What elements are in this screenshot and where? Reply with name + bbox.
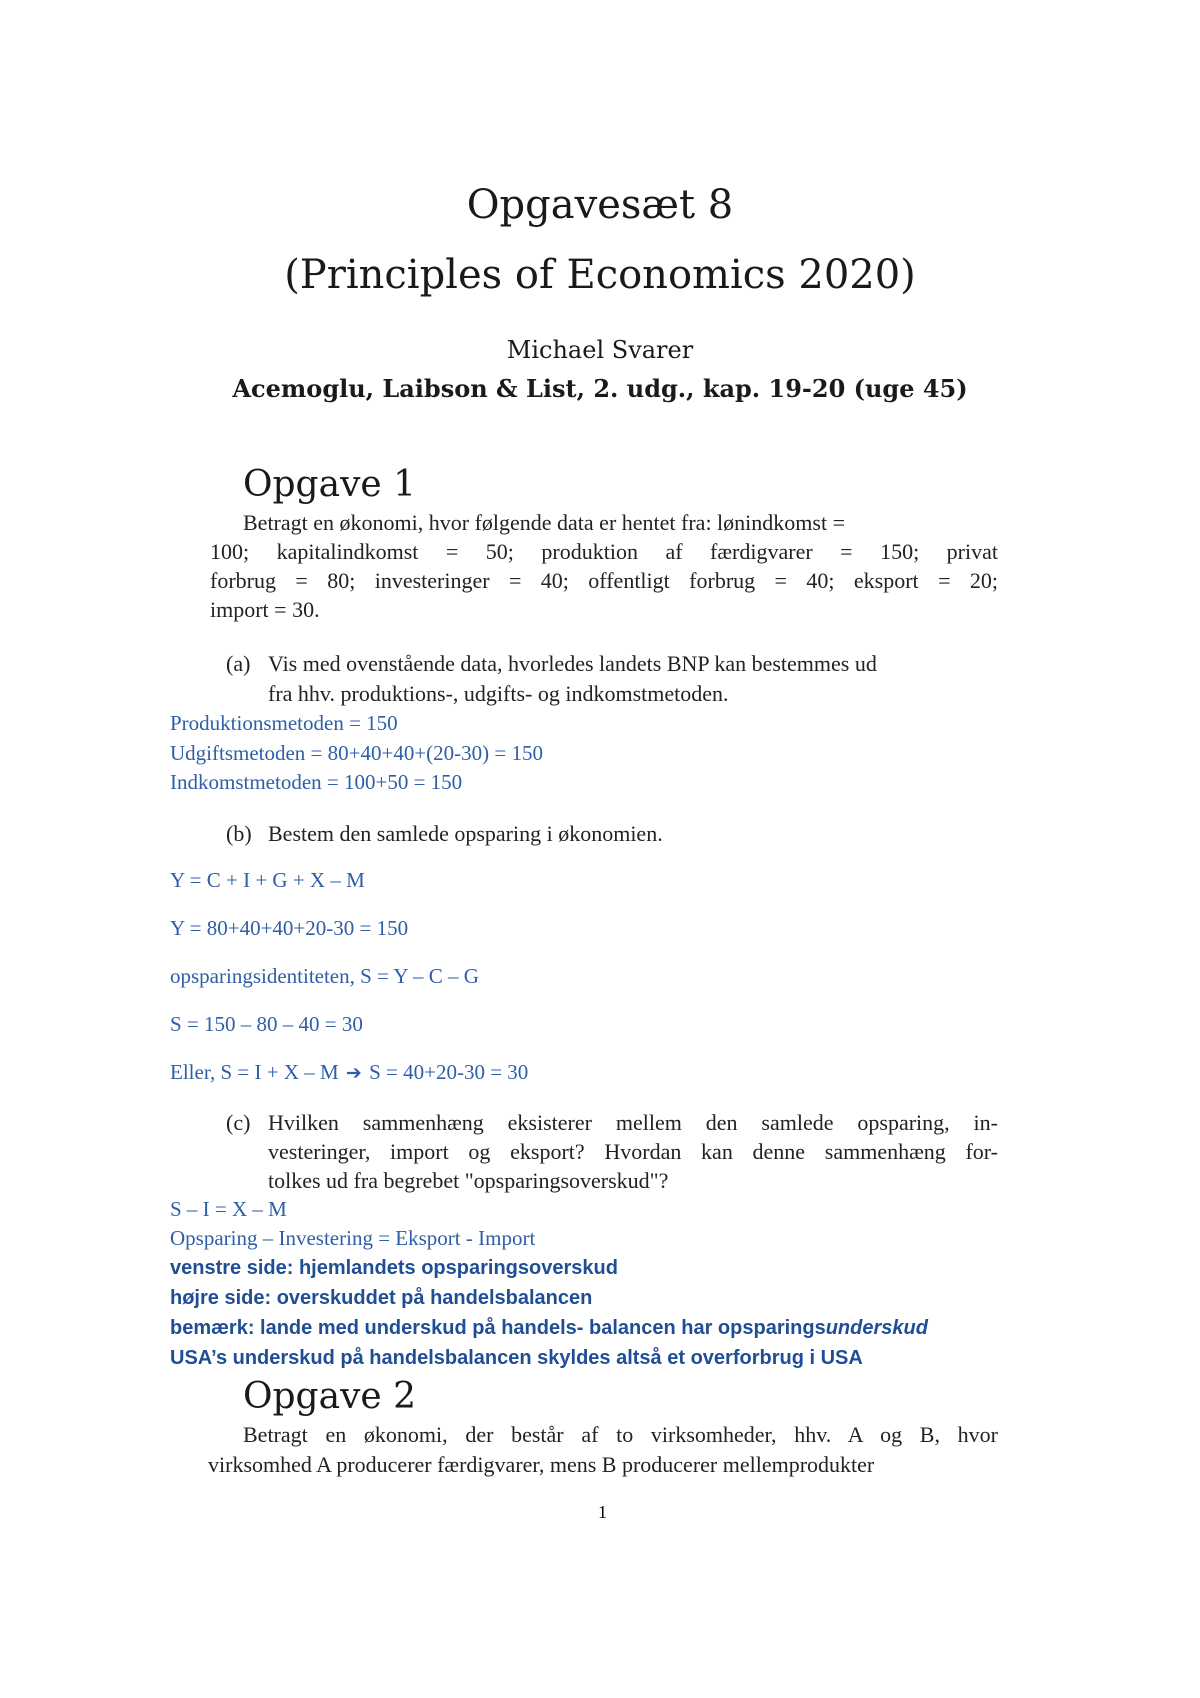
answer-b-5-left: Eller, S = I + X – M (170, 1060, 339, 1084)
answer-a-1: Produktionsmetoden = 150 (170, 711, 398, 735)
answer-b-5-right: S = 40+20-30 = 30 (369, 1060, 529, 1084)
answer-c-usa: USA’s underskud på handelsbalancen skyldes altså et overforbrug i USA (170, 1347, 863, 1369)
answer-b-1: Y = C + I + G + X – M (170, 868, 365, 892)
answer-b-2: Y = 80+40+40+20-30 = 150 (170, 916, 409, 940)
author: Michael Svarer (506, 336, 694, 364)
opgave1-intro-line-2: 100; kapitalindkomst = 50; produktion af færdigvarer = 150; privat (210, 539, 998, 564)
answer-a-3: Indkomstmetoden = 100+50 = 150 (170, 770, 463, 794)
answer-c-note (170, 1317, 928, 1340)
title-line-1: Opgavesæt 8 (466, 182, 734, 228)
question-a-line-1: Vis med ovenstående data, hvorledes landets BNP kan bestemmes ud (268, 651, 877, 676)
arrow-right-icon: ➔ (345, 1062, 362, 1084)
opgave2-heading: Opgave 2 (243, 1376, 417, 1417)
question-c-line-3: tolkes ud fra begrebet "opsparingsoverskud"? (268, 1168, 669, 1193)
question-c-label: (c) (226, 1110, 251, 1135)
page-number: 1 (598, 1502, 607, 1522)
opgave1-intro-line-3: forbrug = 80; investeringer = 40; offentligt forbrug = 40; eksport = 20; (210, 568, 998, 593)
question-c-line-2: vesteringer, import og eksport? Hvordan kan denne sammenhæng for- (268, 1139, 998, 1164)
question-a-label: (a) (226, 651, 251, 676)
opgave1-intro-line-4: import = 30. (210, 597, 320, 622)
answer-c-note-text: bemærk: lande med underskud på handels- balancen har opsparings (170, 1317, 826, 1339)
answer-c-left-side: venstre side: hjemlandets opsparingsoverskud (170, 1257, 618, 1279)
opgave2-line-1: Betragt en økonomi, der består af to virksomheder, hhv. A og B, hvor (243, 1422, 998, 1447)
opgave1-heading: Opgave 1 (243, 464, 417, 505)
answer-c-1: S – I = X – M (170, 1197, 287, 1221)
answer-c-2: Opsparing – Investering = Eksport - Import (170, 1226, 536, 1250)
question-a-line-2: fra hhv. produktions-, udgifts- og indkomstmetoden. (268, 681, 729, 706)
opgave1-intro-line-1: Betragt en økonomi, hvor følgende data er hentet fra: lønindkomst = (243, 510, 845, 535)
answer-c-note-italic: underskud (825, 1317, 928, 1339)
title-line-2: (Principles of Economics 2020) (284, 252, 916, 298)
answer-b-3: opsparingsidentiteten, S = Y – C – G (170, 964, 479, 988)
reference: Acemoglu, Laibson & List, 2. udg., kap. 19-20 (uge 45) (232, 374, 968, 403)
question-b-label: (b) (226, 821, 252, 846)
answer-b-4: S = 150 – 80 – 40 = 30 (170, 1012, 363, 1036)
answer-a-2: Udgiftsmetoden = 80+40+40+(20-30) = 150 (170, 741, 544, 765)
answer-b-5 (170, 1060, 528, 1085)
question-c-line-1: Hvilken sammenhæng eksisterer mellem den samlede opsparing, in- (268, 1110, 998, 1135)
question-b-text: Bestem den samlede opsparing i økonomien. (268, 821, 663, 846)
opgave2-line-2: virksomhed A producerer færdigvarer, mens B producerer mellemprodukter (208, 1452, 875, 1477)
answer-c-right-side: højre side: overskuddet på handelsbalancen (170, 1287, 593, 1309)
